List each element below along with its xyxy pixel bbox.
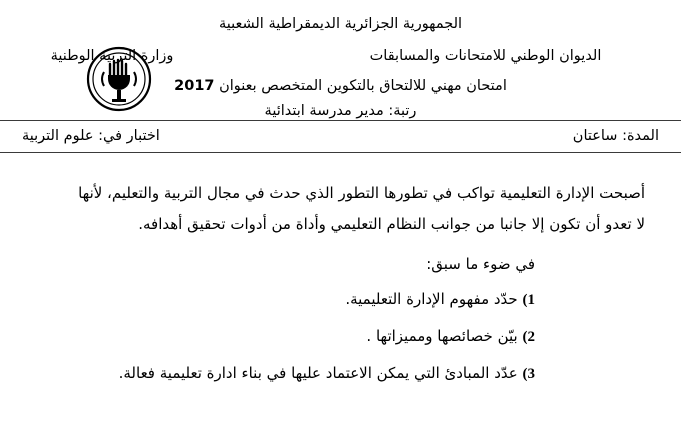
- question-item: [36, 285, 645, 315]
- subject-duration-band: [0, 121, 681, 152]
- question-number: 2): [522, 329, 535, 345]
- question-list: [36, 285, 645, 390]
- question-text: عدّد المبادئ التي يمكن الاعتماد عليها في بناء ادارة تعليمية فعالة.: [118, 364, 518, 383]
- question-number: 1): [522, 291, 535, 308]
- office-name: الديوان الوطني للامتحانات والمسابقات: [369, 48, 602, 64]
- algeria-national-emblem-icon: [86, 46, 152, 112]
- exam-duration: المدة: ساعتان: [572, 128, 659, 144]
- question-item: [36, 322, 645, 352]
- question-text: حدّد مفهوم الإدارة التعليمية.: [345, 289, 518, 308]
- in-light-of-line: في ضوء ما سبق:: [426, 254, 535, 273]
- body-paragraph-2: لا تعدو أن تكون إلا جانبا من جوانب النظام التعليمي وأداة من أدوات تحقيق أهدافه.: [138, 215, 645, 234]
- exam-year: 2017: [174, 78, 215, 94]
- ministry-name: وزارة التربية الوطنية: [50, 48, 174, 64]
- republic-heading: الجمهورية الجزائرية الديمقراطية الشعبية: [218, 16, 463, 32]
- question-text: بيّن خصائصها ومميزاتها .: [366, 327, 518, 345]
- exam-subject: اختبار في: علوم التربية: [22, 128, 160, 144]
- exam-body: [0, 153, 681, 390]
- exam-title-text: امتحان مهني للالتحاق بالتكوين المتخصص بعنوان: [219, 78, 507, 94]
- question-number: 3): [522, 366, 535, 383]
- question-item: [36, 359, 645, 389]
- body-paragraph-1: أصبحت الإدارة التعليمية تواكب في تطورها التطور الذي حدث في مجال التربية والتعليم، لأنها: [78, 184, 645, 202]
- document-header: [0, 0, 681, 120]
- exam-rank: رتبة: مدير مدرسة ابتدائية: [264, 103, 417, 119]
